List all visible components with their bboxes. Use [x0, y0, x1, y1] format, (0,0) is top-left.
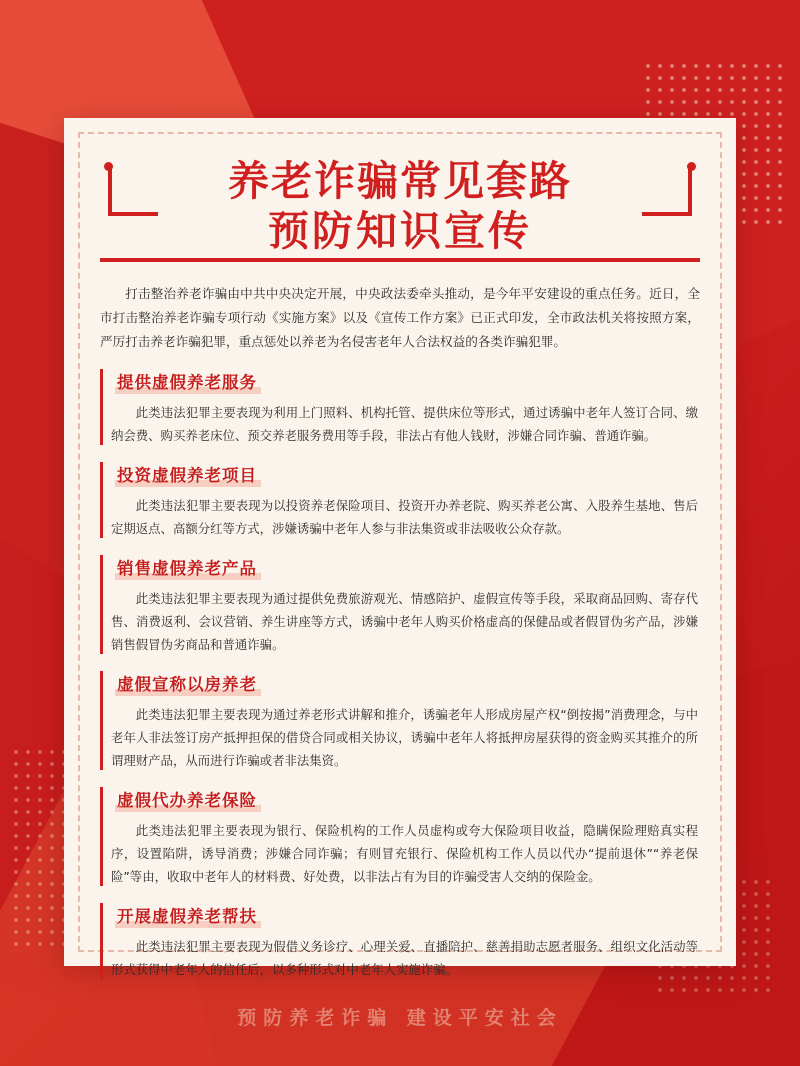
title-underline [100, 258, 700, 262]
poster-title-line-2: 预防知识宣传 [268, 207, 532, 255]
poster-card [64, 118, 736, 977]
section-title: 提供虚假养老服务 [117, 373, 257, 392]
section-item [100, 785, 700, 888]
title-bracket-right [642, 166, 692, 216]
section-item [100, 460, 700, 540]
title-bracket-left [108, 166, 158, 216]
section-body: 此类违法犯罪主要表现为利用上门照料、机构托管、提供床位等形式，通过诱骗中老年人签订合同、缴纳会费、购买养老床位、预交养老服务费用等手段，非法占有他人钱财，涉嫌合同诈骗、普通诈骗。 [111, 405, 698, 443]
section-title: 销售虚假养老产品 [117, 559, 257, 578]
poster-content [100, 150, 700, 977]
section-heading [111, 669, 261, 698]
intro-paragraph: 打击整治养老诈骗由中共中央决定开展，中央政法委牵头推动，是今年平安建设的重点任务。近日，全市打击整治养老诈骗专项行动《实施方案》以及《宣传工作方案》已正式印发，全市政法机关将按照方案，严厉打击养老诈骗犯罪，重点惩处以养老为名侵害老年人合法权益的各类诈骗犯罪。 [100, 286, 700, 349]
section-heading [111, 901, 261, 930]
section-title: 虚假宣称以房养老 [117, 675, 257, 694]
section-item [100, 553, 700, 656]
section-body: 此类违法犯罪主要表现为假借义务诊疗、心理关爱、直播陪护、慈善捐助志愿者服务、组织文化活动等形式获得中老年人的信任后，以多种形式对中老年人实施诈骗。 [111, 939, 698, 977]
section-heading [111, 460, 261, 489]
section-body: 此类违法犯罪主要表现为通过养老形式讲解和推介，诱骗老年人形成房屋产权“倒按揭”消费理念，与中老年人非法签订房产抵押担保的借贷合同或相关协议，诱骗中老年人将抵押房屋获得的资金购买其推介的所谓理财产品，从而进行诈骗或者非法集资。 [111, 707, 698, 768]
section-body: 此类违法犯罪主要表现为以投资养老保险项目、投资开办养老院、购买养老公寓、入股养生基地、售后定期返点、高额分红等方式，涉嫌诱骗中老年人参与非法集资或非法吸收公众存款。 [111, 498, 698, 536]
section-body: 此类违法犯罪主要表现为银行、保险机构的工作人员虚构或夸大保险项目收益，隐瞒保险理赔真实程序，设置陷阱，诱导消费；涉嫌合同诈骗；有则冒充银行、保险机构工作人员以代办“提前退休”“养老保险”等由，收取中老年人的材料费、好处费，以非法占有为目的诈骗受害人交纳的保险金。 [111, 823, 698, 884]
section-item [100, 367, 700, 447]
section-title: 虚假代办养老保险 [117, 791, 257, 810]
section-title: 投资虚假养老项目 [117, 466, 257, 485]
section-heading [111, 367, 261, 396]
section-item [100, 669, 700, 772]
section-heading [111, 785, 261, 814]
poster-title-line-1: 养老诈骗常见套路 [228, 157, 572, 205]
section-heading [111, 553, 261, 582]
section-item [100, 901, 700, 981]
footer-slogan: 预防养老诈骗 建设平安社会 [237, 1007, 563, 1029]
section-body: 此类违法犯罪主要表现为通过提供免费旅游观光、情感陪护、虚假宣传等手段，采取商品回购、寄存代售、消费返利、会议营销、养生讲座等方式，诱骗中老年人购买价格虚高的保健品或者假冒伪劣产品，涉嫌销售假冒伪劣商品和普通诈骗。 [111, 591, 698, 652]
poster-title-block [100, 150, 700, 266]
section-title: 开展虚假养老帮扶 [117, 907, 257, 926]
